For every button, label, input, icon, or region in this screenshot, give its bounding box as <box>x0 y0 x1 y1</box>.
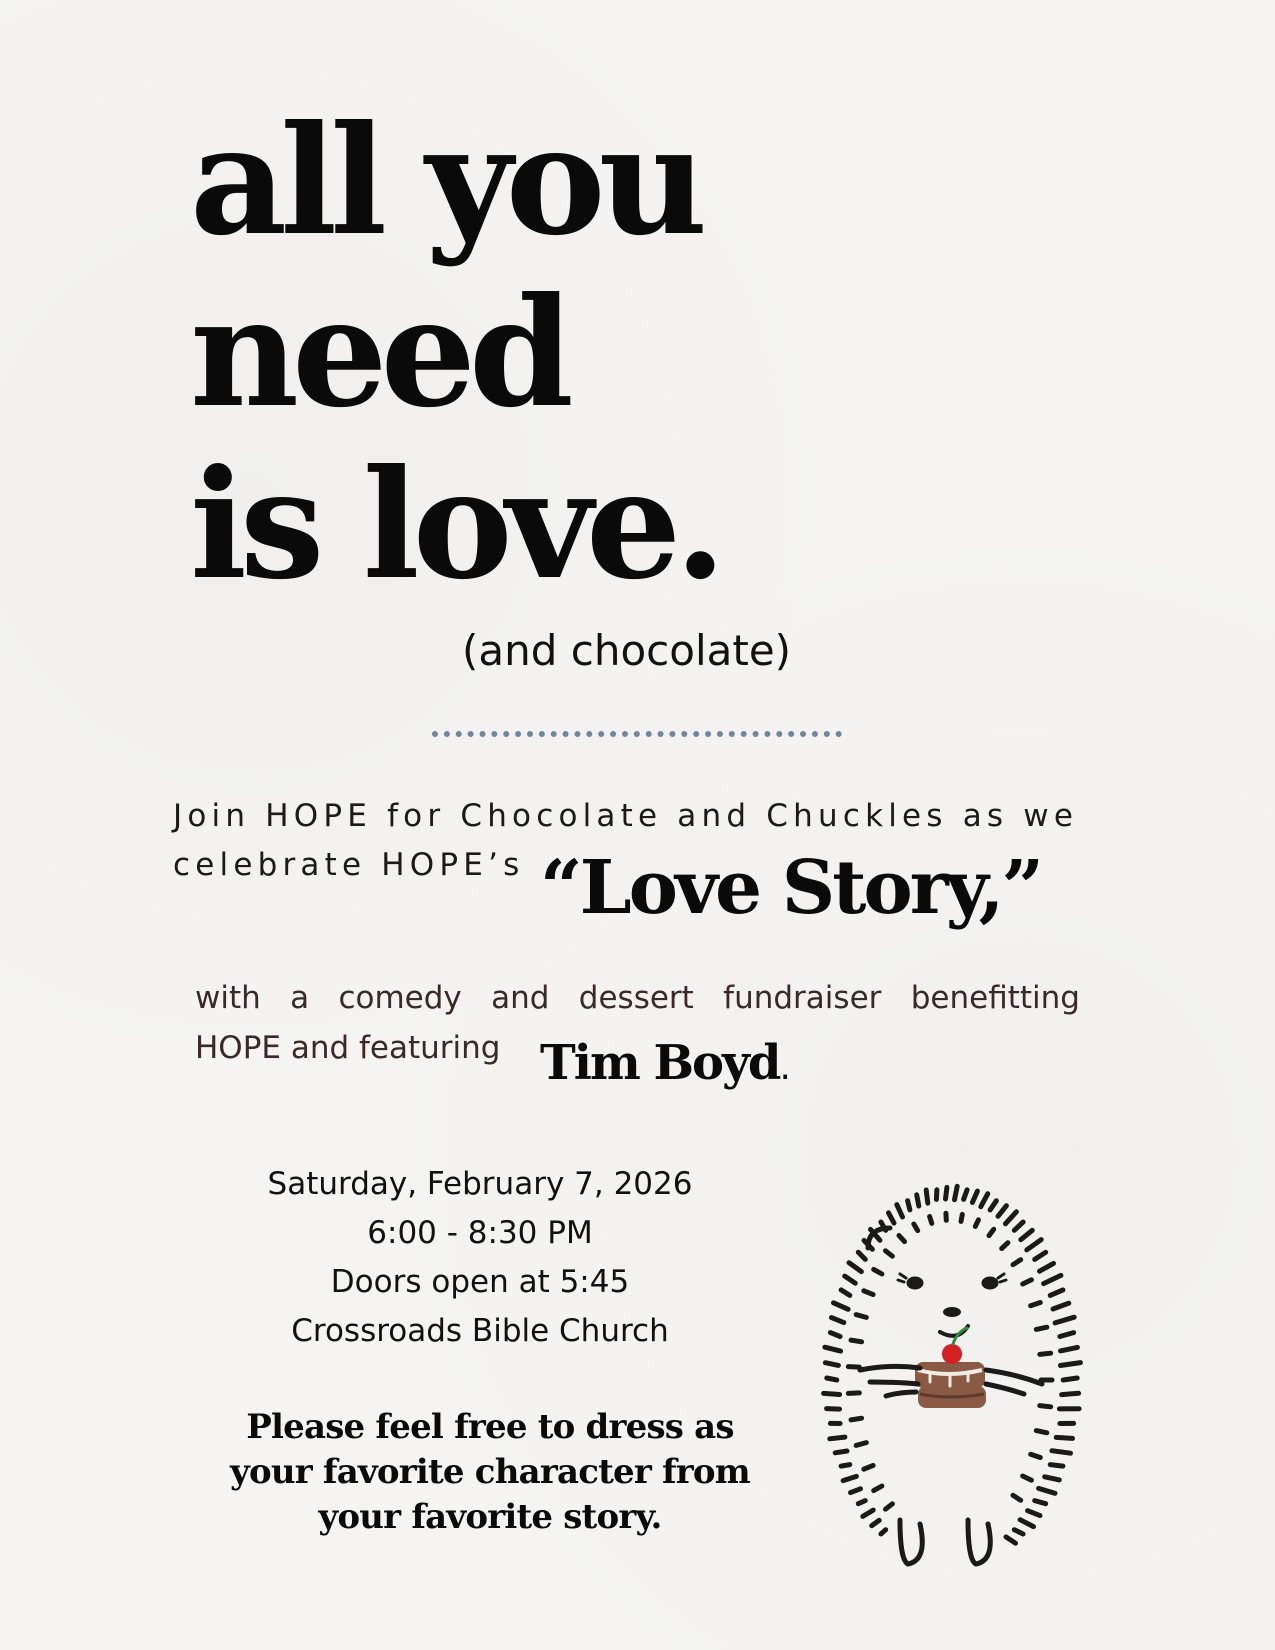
eyes <box>898 1274 1006 1288</box>
dress-note-line-3: your favorite story. <box>318 1497 662 1537</box>
hedgehog-spine <box>864 1465 873 1469</box>
hedgehog-spine <box>834 1303 849 1310</box>
word: benefitting <box>910 980 1080 1016</box>
hedgehog-spine <box>1060 1363 1080 1366</box>
event-details <box>240 1160 720 1356</box>
word: comedy <box>338 980 462 1016</box>
hedgehog-spine <box>1014 1530 1023 1534</box>
hedgehog-spine <box>830 1333 840 1337</box>
hedgehog-spine <box>1023 1280 1032 1284</box>
hedgehog-spine <box>961 1214 962 1221</box>
hedgehog-spine <box>964 1190 968 1200</box>
event-location: Crossroads Bible Church <box>291 1313 669 1349</box>
dress-note-line-1: Please feel free to dress as <box>246 1407 734 1447</box>
hedgehog-spine <box>1060 1333 1074 1337</box>
hedgehog-spine <box>981 1194 988 1207</box>
hedgehog-spine <box>881 1530 886 1534</box>
hedgehog-spine <box>1013 1260 1021 1265</box>
event-doors: Doors open at 5:45 <box>330 1264 630 1300</box>
hedgehog-spine <box>845 1276 856 1283</box>
subhead: (and chocolate) <box>462 626 792 675</box>
hedgehog-spine <box>851 1340 862 1342</box>
hedgehog-spine <box>848 1367 859 1368</box>
hedgehog-spine <box>1045 1477 1060 1480</box>
hedgehog-spine <box>889 1213 895 1223</box>
hedgehog-spine <box>1050 1290 1063 1296</box>
word: a <box>290 980 310 1016</box>
hedgehog-spine <box>1039 1488 1055 1493</box>
hedgehog-spine <box>1031 1454 1041 1457</box>
hedgehog-spine <box>989 1229 994 1235</box>
hedgehog-spine <box>1013 1495 1021 1500</box>
hedgehog-spine <box>874 1269 882 1274</box>
hedgehog-spine <box>841 1465 850 1467</box>
hedgehog-spine <box>1035 1501 1046 1504</box>
hedgehog-spine <box>990 1201 996 1210</box>
hedgehog-spine <box>1040 1263 1054 1271</box>
hedgehog-spine <box>1035 1252 1046 1259</box>
hedgehog-spine <box>851 1489 861 1493</box>
hedgehog-spine <box>1006 1537 1016 1543</box>
performer-name <box>540 1035 791 1091</box>
hedgehog-spine <box>926 1190 928 1203</box>
hedgehog-spine <box>946 1187 947 1199</box>
hedgehog-spine <box>825 1363 838 1366</box>
hedgehog-spine <box>1005 1212 1016 1224</box>
hedgehog-spine <box>1027 1240 1041 1250</box>
hedgehog-spine <box>886 1504 893 1509</box>
word: fundraiser <box>723 980 882 1016</box>
hedgehog-spine <box>908 1201 910 1210</box>
hedgehog-spine <box>1044 1275 1061 1283</box>
hedgehog-spine <box>930 1217 932 1224</box>
hedgehog-spine <box>1002 1243 1008 1249</box>
hedgehog-spine <box>830 1437 845 1439</box>
hedgehog-spine <box>1036 1431 1047 1433</box>
hedgehog-spine <box>897 1205 903 1217</box>
word: with <box>195 980 261 1016</box>
hedgehog-spine <box>835 1451 847 1453</box>
hedgehog-spine <box>917 1195 919 1206</box>
hedgehog-spine <box>1023 1476 1032 1480</box>
hedgehog-spine <box>849 1263 861 1272</box>
hedgehog-spine <box>851 1418 862 1420</box>
event-date: Saturday, February 7, 2026 <box>267 1166 693 1202</box>
dress-note-line-2: your favorite character from <box>230 1452 750 1492</box>
fundraiser-line-2: HOPE and featuring <box>195 1030 501 1066</box>
hedgehog-spine <box>1031 1303 1041 1306</box>
hedgehog-spine <box>1061 1347 1078 1351</box>
hedgehog-holding-cake-icon <box>800 1150 1100 1570</box>
headline-line-2: need <box>190 265 567 441</box>
hedgehog-spine <box>1062 1393 1079 1394</box>
dress-note <box>200 1405 780 1540</box>
hedgehog-spine <box>914 1224 918 1231</box>
performer-name-text: Tim Boyd <box>540 1035 780 1091</box>
dotted-divider <box>432 731 842 737</box>
hedgehog-spine <box>1014 1222 1023 1230</box>
fundraiser-line-1 <box>195 980 1080 1016</box>
hedgehog-spine <box>827 1409 840 1410</box>
hedgehog-spine <box>975 1220 978 1227</box>
hedgehog-spine <box>827 1378 837 1380</box>
headline-line-1: all you <box>190 93 701 269</box>
hedgehog-spine <box>1052 1451 1071 1454</box>
hedgehog-spine <box>874 1486 882 1491</box>
hedgehog-spine <box>858 1252 865 1259</box>
intro-line-1: Join HOPE for Chocolate and Chuckles as we <box>173 798 1079 834</box>
hedgehog-spine <box>864 1291 873 1295</box>
hedgehog-spine <box>1036 1327 1047 1329</box>
hedgehog-spine <box>1055 1317 1074 1323</box>
hedgehog-spine <box>825 1347 841 1351</box>
hedgehog-spine <box>1050 1465 1063 1467</box>
hedgehog-spine <box>863 1510 873 1516</box>
hedgehog-spine <box>832 1318 844 1323</box>
cake <box>915 1328 986 1408</box>
hedgehog-spine <box>841 1290 850 1296</box>
hedgehog-spine <box>936 1190 937 1200</box>
hedgehog-spine <box>972 1191 977 1202</box>
hedgehog-spine <box>1056 1437 1072 1438</box>
hedgehog-spine <box>1021 1230 1033 1239</box>
hedgehog-spine <box>955 1186 958 1199</box>
hedgehog-spine <box>1028 1511 1040 1516</box>
performer-period: . <box>779 1047 791 1088</box>
hedgehog-spine <box>824 1393 840 1394</box>
hedgehog-spine <box>1053 1303 1069 1309</box>
event-title: “Love Story,” <box>540 845 1042 931</box>
word: dessert <box>578 980 694 1016</box>
hedgehog-spine <box>856 1443 866 1446</box>
word: and <box>491 980 550 1016</box>
hedgehog-spine <box>1063 1378 1077 1380</box>
hedgehog-spine <box>886 1251 893 1256</box>
hedgehog-spine <box>1040 1406 1051 1407</box>
hedgehog-spine <box>998 1206 1006 1217</box>
event-time: 6:00 - 8:30 PM <box>367 1215 593 1251</box>
headline-line-3: is love. <box>190 437 720 613</box>
hedgehog-spine <box>1040 1353 1051 1354</box>
hedgehog-spine <box>899 1236 905 1242</box>
hedgehog-spine <box>858 1501 865 1504</box>
headline <box>190 95 720 611</box>
hedgehog-spine <box>848 1393 859 1394</box>
hedgehog-spine <box>872 1520 880 1525</box>
hedgehog-spine <box>843 1476 856 1480</box>
hedgehog-spine <box>856 1315 866 1318</box>
intro-line-2: celebrate HOPE’s <box>173 847 525 883</box>
hedgehog-spine <box>1020 1520 1033 1527</box>
